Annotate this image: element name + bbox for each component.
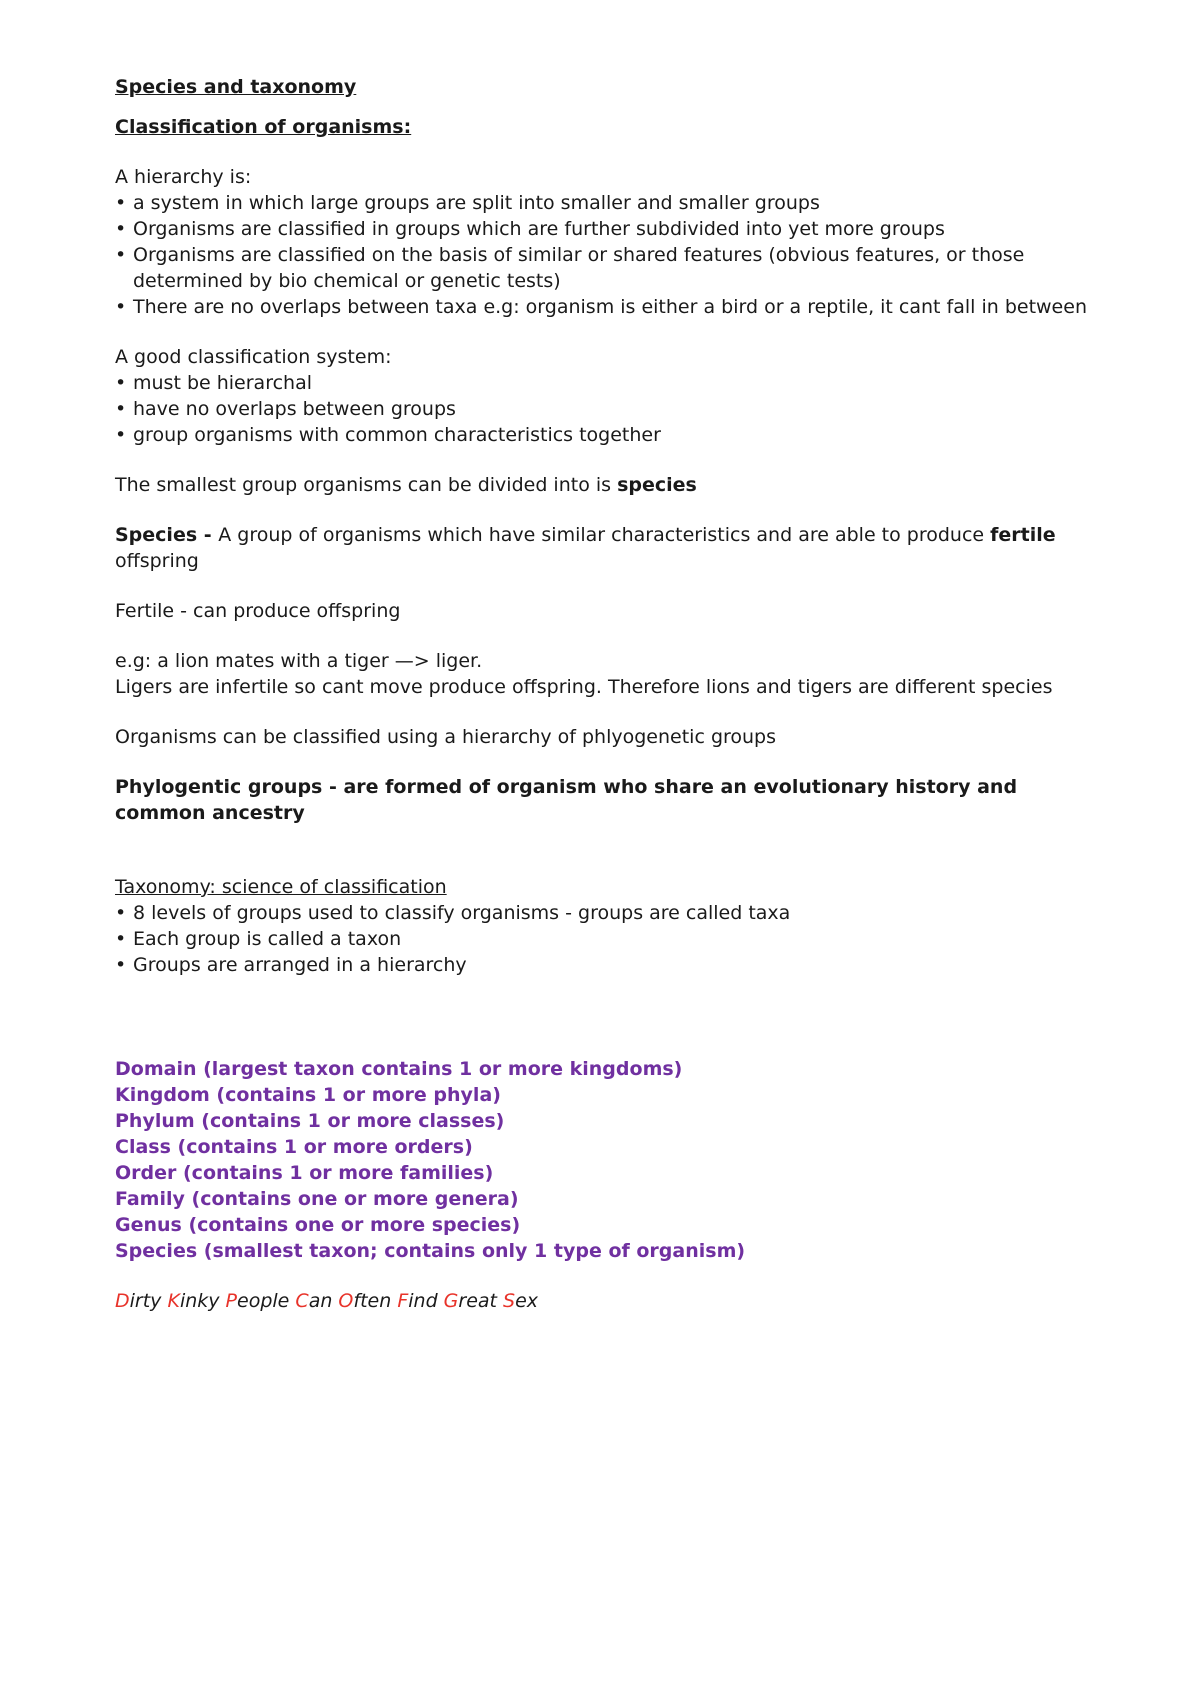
taxa-level: Class (contains 1 or more orders) xyxy=(115,1136,473,1158)
list-item: • group organisms with common characteristics together xyxy=(115,422,1100,448)
mnemonic-rest: ex xyxy=(515,1290,539,1312)
mnemonic-line xyxy=(115,1288,1100,1314)
smallest-group-bold: species xyxy=(617,474,697,496)
species-term: Species - xyxy=(115,524,219,546)
mnemonic-initial: G xyxy=(443,1290,459,1312)
species-definition xyxy=(115,522,1100,574)
smallest-group-text: The smallest group organisms can be divided into is xyxy=(115,474,618,496)
mnemonic-initial: O xyxy=(338,1290,354,1312)
mnemonic-initial: D xyxy=(115,1290,130,1312)
mnemonic-initial: C xyxy=(295,1290,309,1312)
phylo-intro: Organisms can be classified using a hierarchy of phlyogenetic groups xyxy=(115,726,777,748)
mnemonic-rest: an xyxy=(308,1290,339,1312)
mnemonic-initial: F xyxy=(397,1290,409,1312)
example-line-1: e.g: a lion mates with a tiger —> liger. xyxy=(115,650,483,672)
phylo-definition: Phylogentic groups - are formed of organism who share an evolutionary history and common ancestry xyxy=(115,776,1018,824)
hierarchy-intro: A hierarchy is: xyxy=(115,166,252,188)
list-item: • Organisms are classified on the basis of similar or shared features (obvious features, or those determined by bio chemical or genetic tests) xyxy=(115,242,1100,294)
mnemonic-initial: S xyxy=(503,1290,516,1312)
list-item: • 8 levels of groups used to classify organisms - groups are called taxa xyxy=(115,900,1100,926)
section-heading-classification: Classification of organisms: xyxy=(115,116,412,138)
taxa-level: Phylum (contains 1 or more classes) xyxy=(115,1110,505,1132)
mnemonic-rest: inky xyxy=(179,1290,226,1312)
mnemonic-initial: K xyxy=(167,1290,180,1312)
mnemonic-rest: ind xyxy=(408,1290,444,1312)
species-text: A group of organisms which have similar characteristics and are able to produce xyxy=(218,524,991,546)
smallest-group-sentence xyxy=(115,472,1100,498)
list-item: • There are no overlaps between taxa e.g: organism is either a bird or a reptile, it cant fall in between xyxy=(115,294,1100,320)
taxonomy-heading: Taxonomy: science of classification xyxy=(115,876,447,898)
list-item: • Each group is called a taxon xyxy=(115,926,1100,952)
mnemonic-rest: reat xyxy=(458,1290,504,1312)
mnemonic-rest: irty xyxy=(129,1290,168,1312)
taxonomy-list xyxy=(115,900,1100,978)
mnemonic-rest: eople xyxy=(237,1290,296,1312)
list-item: • Groups are arranged in a hierarchy xyxy=(115,952,1100,978)
taxa-level: Genus (contains one or more species) xyxy=(115,1214,521,1236)
fertile-bold: fertile xyxy=(990,524,1056,546)
fertile-definition: Fertile - can produce offspring xyxy=(115,600,401,622)
list-item: • have no overlaps between groups xyxy=(115,396,1100,422)
taxa-levels-list xyxy=(115,1056,1100,1264)
good-system-intro: A good classification system: xyxy=(115,346,392,368)
hierarchy-list xyxy=(115,190,1100,320)
document-page xyxy=(115,74,1100,1314)
mnemonic-initial: P xyxy=(225,1290,238,1312)
taxa-level: Kingdom (contains 1 or more phyla) xyxy=(115,1084,501,1106)
taxa-level: Domain (largest taxon contains 1 or more kingdoms) xyxy=(115,1058,683,1080)
good-system-list xyxy=(115,370,1100,448)
taxa-level: Order (contains 1 or more families) xyxy=(115,1162,494,1184)
example-line-2: Ligers are infertile so cant move produce offspring. Therefore lions and tigers are different species xyxy=(115,676,1053,698)
species-tail: offspring xyxy=(115,550,199,572)
mnemonic-rest: ften xyxy=(353,1290,398,1312)
taxa-level: Species (smallest taxon; contains only 1 type of organism) xyxy=(115,1240,746,1262)
taxa-level: Family (contains one or more genera) xyxy=(115,1188,519,1210)
list-item: • must be hierarchal xyxy=(115,370,1100,396)
list-item: • a system in which large groups are split into smaller and smaller groups xyxy=(115,190,1100,216)
document-title: Species and taxonomy xyxy=(115,76,357,98)
list-item: • Organisms are classified in groups which are further subdivided into yet more groups xyxy=(115,216,1100,242)
